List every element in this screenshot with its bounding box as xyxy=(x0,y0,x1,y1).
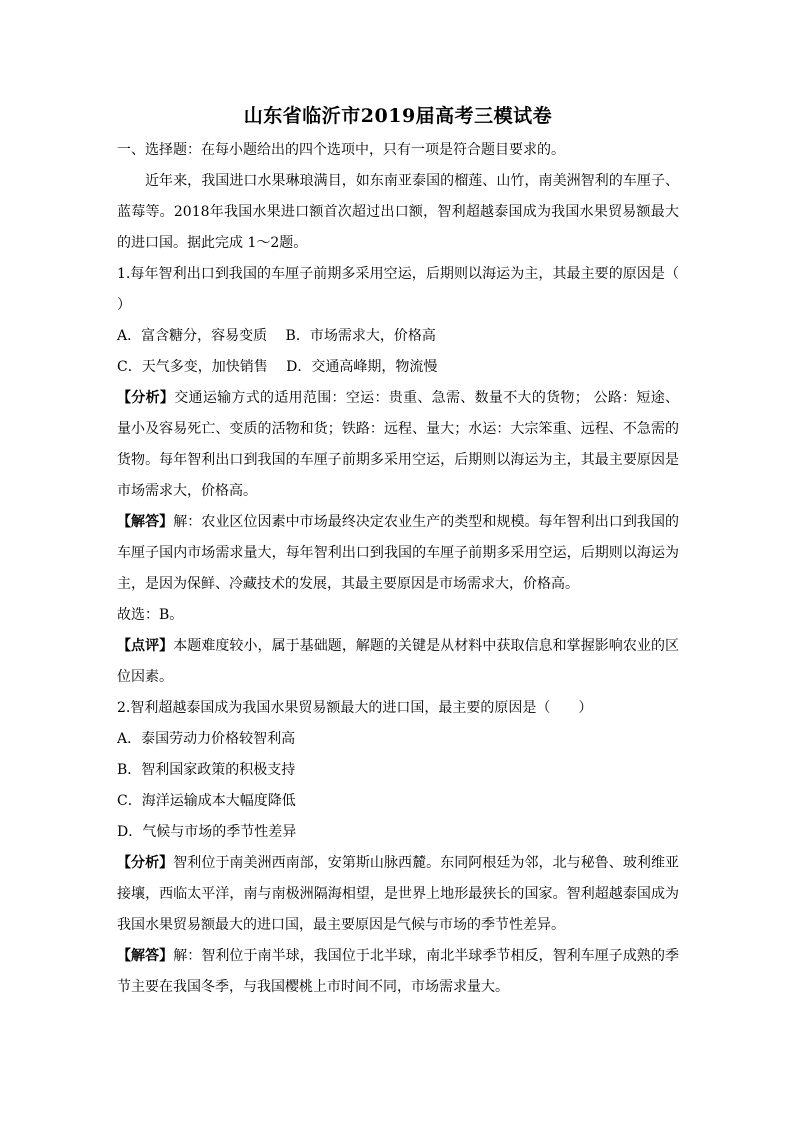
question-2-option-a: A．泰国劳动力价格较智利高 xyxy=(117,731,296,747)
question-1-analysis xyxy=(117,383,679,507)
answer-tag: 【解答】 xyxy=(117,948,174,964)
question-2-stem: 2.智利超越泰国成为我国水果贸易额最大的进口国，最主要的原因是（ ） xyxy=(117,700,593,716)
question-2-option-b: B．智利国家政策的积极支持 xyxy=(117,762,296,778)
question-1-comment xyxy=(117,631,679,693)
analysis-tag: 【分析】 xyxy=(117,390,175,406)
question-1-options-ab: A．富含糖分，容易变质 B．市场需求大，价格高 xyxy=(117,328,436,344)
question-1-options-cd: C．天气多变，加快销售 D．交通高峰期，物流慢 xyxy=(117,359,438,375)
answer-tag: 【解答】 xyxy=(117,514,174,530)
question-2-answer xyxy=(117,941,679,1003)
analysis-text: 智利位于南美洲西南部，安第斯山脉西麓。东同阿根廷为邻，北与秘鲁、玻利维亚接壤，西临太平洋，南与南极洲隔海相望，是世界上地形最狭长的国家。智利超越泰国成为我国水果贸易额最大的进口国，最主要原因是气候与市场的季节性差异。 xyxy=(117,855,680,933)
analysis-tag: 【分析】 xyxy=(117,855,174,871)
intro-paragraph: 近年来，我国进口水果琳琅满目，如东南亚泰国的榴莲、山竹，南美洲智利的车厘子、蓝莓等。2018年我国水果进口额首次超过出口额，智利超越泰国成为我国水果贸易额最大的进口国。据此完成 1～2题。 xyxy=(117,173,679,251)
question-2-option-c: C．海洋运输成本大幅度降低 xyxy=(117,793,296,809)
section-heading: 一、选择题：在每小题给出的四个选项中，只有一项是符合题目要求的。 xyxy=(117,142,565,158)
question-1-choice: 故选：B。 xyxy=(117,607,184,623)
comment-tag: 【点评】 xyxy=(117,638,174,654)
answer-text: 解：智利位于南半球，我国位于北半球，南北半球季节相反，智利车厘子成熟的季节主要在我国冬季，与我国樱桃上市时间不同，市场需求量大。 xyxy=(117,948,680,995)
comment-text: 本题难度较小，属于基础题，解题的关键是从材料中获取信息和掌握影响农业的区位因素。 xyxy=(117,638,680,685)
page-title: 山东省临沂市2019届高考三模试卷 xyxy=(243,105,553,127)
question-2-analysis xyxy=(117,848,679,941)
question-1-stem: 1.每年智利出口到我国的车厘子前期多采用空运，后期则以海运为主，其最主要的原因是（ ） xyxy=(117,266,707,313)
question-1-answer xyxy=(117,507,679,600)
analysis-text: 交通运输方式的适用范围：空运：贵重、急需、数量不大的货物； 公路：短途、量小及容易死亡、变质的活物和货；铁路：远程、量大；水运：大宗笨重、远程、不急需的货物。每年智利出口到我国的车厘子前期多采用空运，后期则以海运为主，其最主要原因是市场需求大，价格高。 xyxy=(117,390,679,499)
answer-text: 解：农业区位因素中市场最终决定农业生产的类型和规模。每年智利出口到我国的车厘子国内市场需求量大，每年智利出口到我国的车厘子前期多采用空运，后期则以海运为主，是因为保鲜、冷藏技术的发展，其最主要原因是市场需求大，价格高。 xyxy=(117,514,680,592)
question-2-option-d: D．气候与市场的季节性差异 xyxy=(117,824,297,840)
